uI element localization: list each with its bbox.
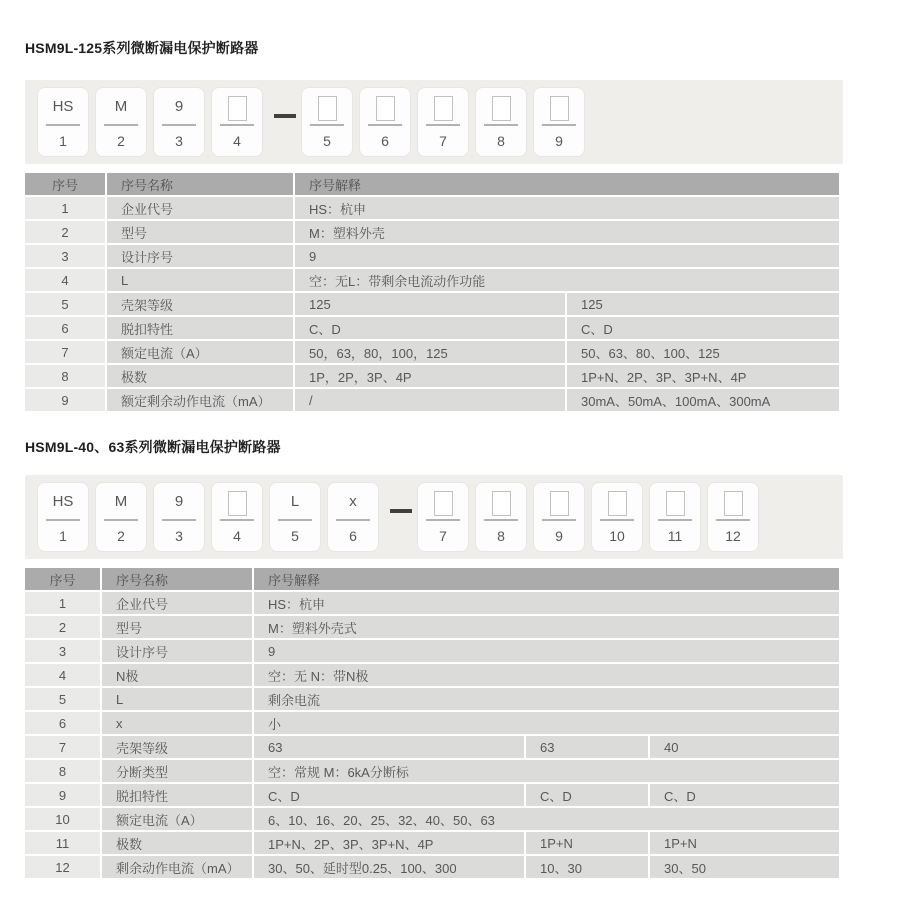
row-name-cell: x [102,712,252,734]
empty-slot-icon [550,96,569,121]
model-box-char: x [349,492,357,510]
model-box-number: 2 [117,133,125,149]
model-box-number: 8 [497,133,505,149]
table-row [25,808,839,830]
table-hsm9l-125 [23,171,841,413]
row-no-cell: 7 [25,341,105,363]
table-row [25,592,839,614]
row-name-cell: 型号 [107,221,293,243]
row-desc-cell: C、D [295,317,565,339]
model-box-char: M [114,492,128,510]
row-no-cell: 8 [25,365,105,387]
row-desc-cell: / [295,389,565,411]
row-name-cell: 分断类型 [102,760,252,782]
row-no-cell: 5 [25,688,100,710]
table-row [25,664,839,686]
row-desc-cell: M：塑料外壳 [295,221,839,243]
empty-slot-icon [550,491,569,516]
row-desc-cell-2: 1P+N、2P、3P、3P+N、4P [567,365,839,387]
empty-slot-icon [434,96,453,121]
empty-slot-icon [724,491,743,516]
table-row [25,640,839,662]
table-header-row [25,173,839,195]
header-desc: 序号解释 [295,173,839,195]
model-box-5 [270,483,320,551]
row-desc-cell: 9 [295,245,839,267]
model-box-number: 3 [175,133,183,149]
model-box-number: 1 [59,133,67,149]
model-box-number: 10 [609,528,625,544]
row-no-cell: 4 [25,269,105,291]
model-box-2 [96,483,146,551]
row-desc-cell: 6、10、16、20、25、32、40、50、63 [254,808,839,830]
model-box-char: 9 [174,492,184,510]
row-desc-cell: 剩余电流 [254,688,839,710]
row-name-cell: 极数 [107,365,293,387]
section2-title: HSM9L-40、63系列微断漏电保护断路器 [25,439,281,455]
row-name-cell: 壳架等级 [102,736,252,758]
row-name-cell: 壳架等级 [107,293,293,315]
header-no: 序号 [25,568,100,590]
section1-title: HSM9L-125系列微断漏电保护断路器 [25,40,259,56]
row-desc-cell-2: 10、30 [526,856,648,878]
model-box-number: 12 [725,528,741,544]
section1-model-code-panel [25,80,843,164]
row-desc-cell: HS：杭申 [254,592,839,614]
row-desc-cell-3: C、D [650,784,839,806]
row-no-cell: 11 [25,832,100,854]
table-hsm9l-40-63 [23,566,841,880]
row-name-cell: 额定电流（A） [102,808,252,830]
row-no-cell: 9 [25,389,105,411]
row-desc-cell-3: 1P+N [650,832,839,854]
empty-slot-icon [228,491,247,516]
model-box-6 [328,483,378,551]
row-name-cell: 额定剩余动作电流（mA） [107,389,293,411]
table-row [25,760,839,782]
row-desc-cell: 空：常规 M：6kA分断标 [254,760,839,782]
model-box-1 [38,483,88,551]
model-box-8 [476,483,526,551]
empty-slot-icon [318,96,337,121]
row-name-cell: 额定电流（A） [107,341,293,363]
row-no-cell: 8 [25,760,100,782]
header-no: 序号 [25,173,105,195]
model-box-7 [418,483,468,551]
model-box-number: 11 [667,528,683,544]
row-name-cell: 剩余动作电流（mA） [102,856,252,878]
row-no-cell: 6 [25,317,105,339]
table-row [25,712,839,734]
row-name-cell: 企业代号 [107,197,293,219]
row-name-cell: L [107,269,293,291]
empty-slot-icon [492,96,511,121]
row-name-cell: 脱扣特性 [107,317,293,339]
table-row [25,341,839,363]
model-box-number: 6 [349,528,357,544]
empty-slot-icon [492,491,511,516]
row-desc-cell: C、D [254,784,524,806]
row-desc-cell: 小 [254,712,839,734]
model-box-3 [154,483,204,551]
model-box-12 [708,483,758,551]
row-desc-cell: 63 [254,736,524,758]
row-name-cell: 脱扣特性 [102,784,252,806]
header-name: 序号名称 [102,568,252,590]
model-box-number: 5 [291,528,299,544]
model-box-number: 9 [555,133,563,149]
empty-slot-icon [666,491,685,516]
row-desc-cell-3: 30、50 [650,856,839,878]
row-no-cell: 3 [25,640,100,662]
row-no-cell: 5 [25,293,105,315]
table-row [25,221,839,243]
row-desc-cell-2: 30mA、50mA、100mA、300mA [567,389,839,411]
table-row [25,269,839,291]
row-desc-cell: 30、50、延时型0.25、100、300 [254,856,524,878]
row-desc-cell: 空：无L：带剩余电流动作功能 [295,269,839,291]
empty-slot-icon [608,491,627,516]
table-row [25,389,839,411]
table-row [25,293,839,315]
table-row [25,784,839,806]
row-name-cell: 企业代号 [102,592,252,614]
row-no-cell: 7 [25,736,100,758]
model-box-6 [360,88,410,156]
model-box-number: 6 [381,133,389,149]
table-row [25,317,839,339]
row-no-cell: 12 [25,856,100,878]
model-box-4 [212,483,262,551]
header-desc: 序号解释 [254,568,839,590]
row-no-cell: 3 [25,245,105,267]
row-desc-cell-2: 125 [567,293,839,315]
row-no-cell: 10 [25,808,100,830]
model-box-number: 1 [59,528,67,544]
model-box-number: 9 [555,528,563,544]
row-name-cell: 型号 [102,616,252,638]
model-box-char: M [114,97,128,115]
model-box-9 [534,88,584,156]
model-box-number: 2 [117,528,125,544]
table-row [25,688,839,710]
model-box-char: HS [52,97,74,115]
model-box-number: 3 [175,528,183,544]
model-box-number: 4 [233,133,241,149]
model-box-number: 5 [323,133,331,149]
row-no-cell: 2 [25,616,100,638]
row-desc-cell: 9 [254,640,839,662]
header-name: 序号名称 [107,173,293,195]
row-name-cell: 设计序号 [107,245,293,267]
row-desc-cell-2: C、D [526,784,648,806]
row-no-cell: 9 [25,784,100,806]
section2-model-code-panel [25,475,843,559]
model-box-char: HS [52,492,74,510]
row-no-cell: 4 [25,664,100,686]
model-box-number: 7 [439,528,447,544]
model-box-5 [302,88,352,156]
table-row [25,736,839,758]
table-header-row [25,568,839,590]
table-row [25,365,839,387]
model-box-char: 9 [174,97,184,115]
row-no-cell: 1 [25,197,105,219]
row-no-cell: 6 [25,712,100,734]
table-row [25,832,839,854]
row-no-cell: 1 [25,592,100,614]
table-row [25,197,839,219]
row-desc-cell-2: 1P+N [526,832,648,854]
row-no-cell: 2 [25,221,105,243]
row-desc-cell: 1P+N、2P、3P、3P+N、4P [254,832,524,854]
row-desc-cell: 50，63，80，100，125 [295,341,565,363]
row-desc-cell: 空：无 N：带N极 [254,664,839,686]
model-box-9 [534,483,584,551]
model-box-11 [650,483,700,551]
row-desc-cell: M：塑料外壳式 [254,616,839,638]
model-box-10 [592,483,642,551]
row-desc-cell-3: 40 [650,736,839,758]
model-box-4 [212,88,262,156]
model-box-2 [96,88,146,156]
model-box-8 [476,88,526,156]
row-name-cell: L [102,688,252,710]
model-box-char: L [290,492,300,510]
row-desc-cell: HS：杭申 [295,197,839,219]
row-desc-cell: 1P，2P，3P、4P [295,365,565,387]
row-desc-cell-2: C、D [567,317,839,339]
row-name-cell: N极 [102,664,252,686]
model-box-3 [154,88,204,156]
dash-separator-icon [390,509,412,513]
table-row [25,856,839,878]
table-row [25,245,839,267]
row-name-cell: 极数 [102,832,252,854]
model-box-number: 4 [233,528,241,544]
empty-slot-icon [376,96,395,121]
table-row [25,616,839,638]
empty-slot-icon [434,491,453,516]
model-box-1 [38,88,88,156]
empty-slot-icon [228,96,247,121]
row-desc-cell-2: 50、63、80、100、125 [567,341,839,363]
model-box-number: 8 [497,528,505,544]
row-name-cell: 设计序号 [102,640,252,662]
dash-separator-icon [274,114,296,118]
model-box-number: 7 [439,133,447,149]
row-desc-cell: 125 [295,293,565,315]
model-box-7 [418,88,468,156]
row-desc-cell-2: 63 [526,736,648,758]
